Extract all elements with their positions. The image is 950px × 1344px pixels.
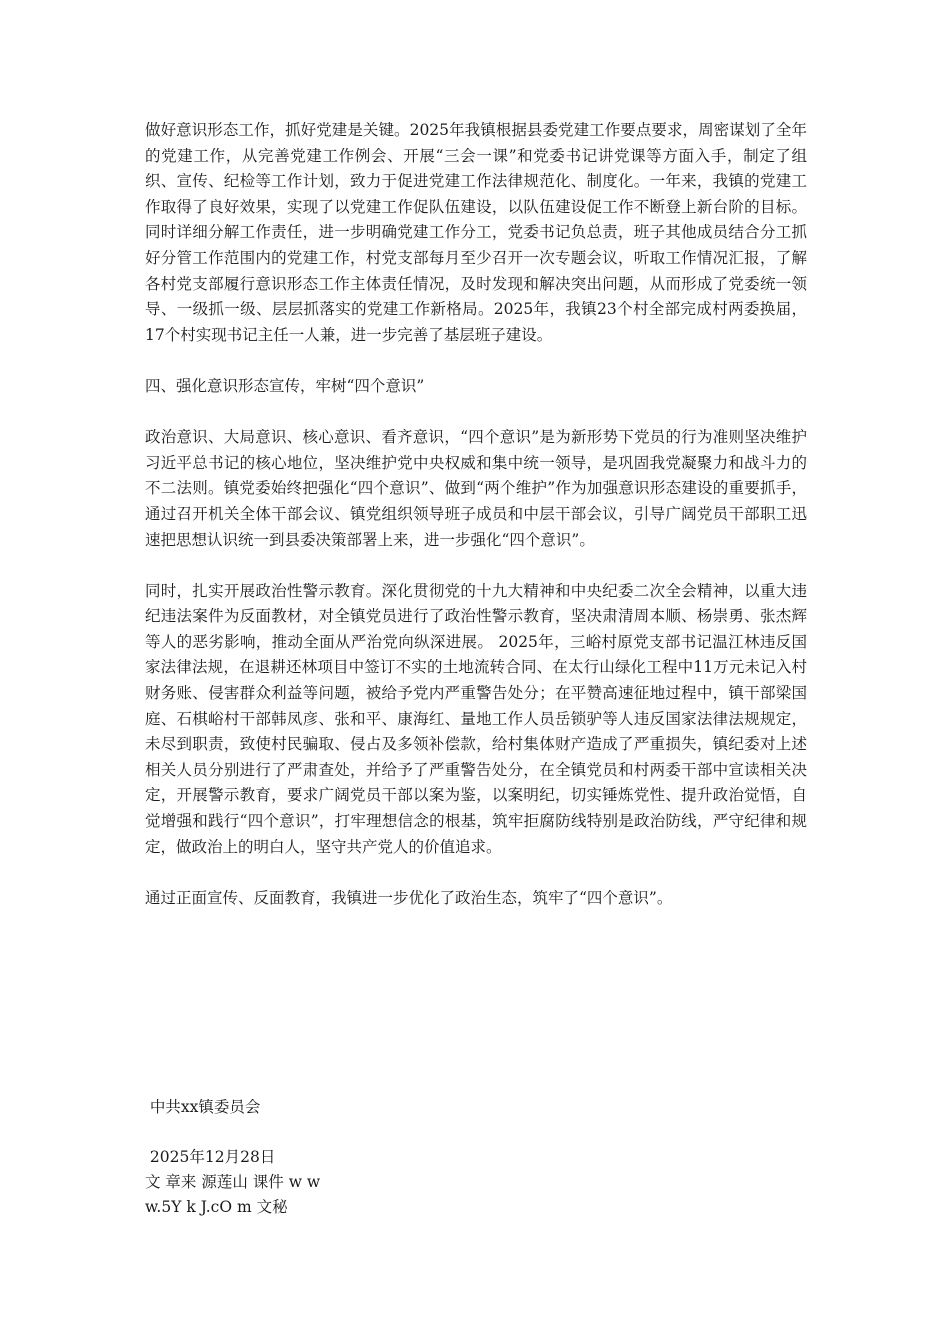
paragraph-four-consciousness: 政治意识、大局意识、核心意识、看齐意识，“四个意识”是为新形势下党员的行为准则坚决维护习近平总书记的核心地位，坚决维护党中央权威和集中统一领导，是巩固我党凝聚力和战斗力的不二法则。镇党委始终把强化“四个意识”、做到“两个维护”作为加强意识形态建设的重要抓手，通过召开机关全体干部会议、镇党组织领导班子成员和中层干部会议，引导广阔党员干部职工迅速把思想认识统一到县委决策部署上来，进一步强化“四个意识”。 <box>145 428 807 549</box>
footer-gap <box>145 1120 545 1145</box>
paragraph-gap <box>145 860 807 886</box>
document-body <box>145 118 807 911</box>
paragraph-gap <box>145 348 807 374</box>
section-heading-4: 四、强化意识形态宣传，牢树“四个意识” <box>145 376 425 395</box>
paragraph-gap <box>145 400 807 426</box>
document-footer <box>145 1095 545 1220</box>
signing-date: 2025年12月28日 <box>145 1148 276 1166</box>
paragraph-party-building: 做好意识形态工作，抓好党建是关键。2025年我镇根据县委党建工作要点要求，周密谋划了全年的党建工作，从完善党建工作例会、开展“三会一课”和党委书记讲党课等方面入手，制定了组织、宣传、纪检等工作计划，致力于促进党建工作法律规范化、制度化。一年来，我镇的党建工作取得了良好效果，实现了以党建工作促队伍建设，以队伍建设促工作不断登上新台阶的目标。同时详细分解工作责任，进一步明确党建工作分工，党委书记负总责，班子其他成员结合分工抓好分管工作范围内的党建工作，村党支部每月至少召开一次专题会议，听取工作情况汇报，了解各村党支部履行意识形态工作主体责任情况，及时发现和解决突出问题，从而形成了党委统一领导、一级抓一级、层层抓落实的党建工作新格局。2025年，我镇23个村全部完成村两委换届，17个村实现书记主任一人兼，进一步完善了基层班子建设。 <box>145 121 807 344</box>
source-note-line-2: w.5Y k J.cO m 文秘 <box>145 1198 288 1216</box>
paragraph-conclusion: 通过正面宣传、反面教育，我镇进一步优化了政治生态，筑牢了“四个意识”。 <box>145 888 673 907</box>
source-note-line-1: 文 章来 源莲山 课件 w w <box>145 1173 321 1191</box>
paragraph-warning-education: 同时，扎实开展政治性警示教育。深化贯彻党的十九大精神和中央纪委二次全会精神，以重大违纪违法案件为反面教材，对全镇党员进行了政治性警示教育，坚决肃清周本顺、杨崇勇、张杰辉等人的恶劣影响，推动全面从严治党向纵深进展。 2025年，三峪村原党支部书记温江林违反国家法律法规，在退耕还林项目中签订不实的土地流转合同、在太行山绿化工程中11万元未记入村财务账、侵害群众利益等问题，被给予党内严重警告处分；在平赞高速征地过程中，镇干部梁国庭、石棋峪村干部韩凤彦、张和平、康海红、量地工作人员岳锁驴等人违反国家法律法规规定，未尽到职责，致使村民骗取、侵占及多领补偿款，给村集体财产造成了严重损失，镇纪委对上述相关人员分别进行了严肃查处，并给予了严重警告处分，在全镇党员和村两委干部中宣读相关决定，开展警示教育，要求广阔党员干部以案为鉴，以案明纪，切实锤炼党性、提升政治觉悟，自觉增强和践行“四个意识”，打牢理想信念的根基，筑牢拒腐防线特别是政治防线，严守纪律和规定，做政治上的明白人，坚守共产党人的价值追求。 <box>145 581 807 856</box>
signing-organization: 中共xx镇委员会 <box>145 1098 261 1116</box>
paragraph-gap <box>145 553 807 579</box>
